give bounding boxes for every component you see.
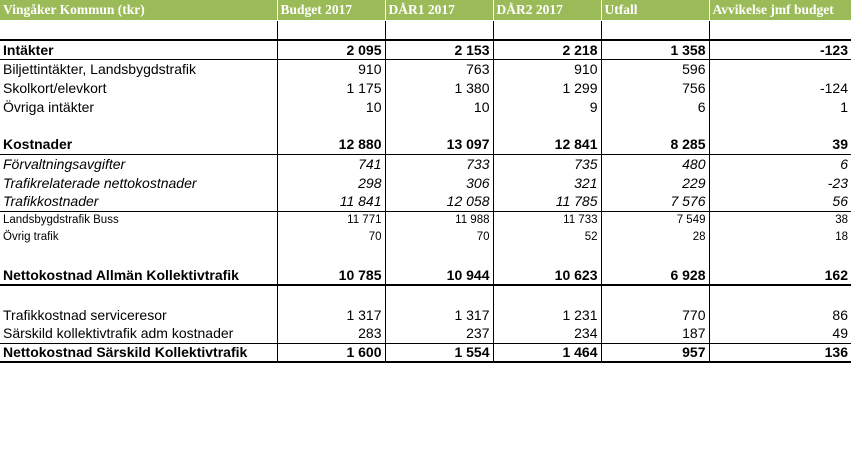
value-cell: 10 — [385, 97, 493, 116]
row-label: Intäkter — [0, 40, 277, 59]
value-cell: 1 464 — [493, 343, 601, 362]
header-cell-utfall: Utfall — [601, 0, 709, 20]
table-row — [0, 228, 851, 245]
value-cell: 1 231 — [493, 305, 601, 324]
value-cell: 237 — [385, 324, 493, 343]
value-cell — [493, 285, 601, 305]
row-label: Trafikrelaterade nettokostnader — [3, 174, 197, 191]
table-row — [0, 305, 851, 324]
value-cell — [709, 116, 851, 135]
row-label: Förvaltningsavgifter — [0, 154, 277, 173]
value-cell — [709, 285, 851, 305]
table-row — [0, 192, 851, 211]
value-cell: -123 — [709, 40, 851, 59]
value-cell — [601, 20, 709, 40]
row-label: Övrig trafik — [3, 230, 59, 243]
value-cell: 13 097 — [385, 135, 493, 154]
value-cell: 321 — [493, 173, 601, 192]
value-cell: 229 — [601, 173, 709, 192]
value-cell: 187 — [601, 324, 709, 343]
header-row — [0, 0, 851, 20]
table-row-kostnader — [0, 135, 851, 154]
value-cell: 2 095 — [277, 40, 385, 59]
value-cell: 735 — [493, 154, 601, 173]
value-cell: 162 — [709, 265, 851, 285]
row-label — [0, 20, 277, 40]
value-cell: 56 — [709, 192, 851, 211]
value-cell: -23 — [709, 173, 851, 192]
value-cell: 234 — [493, 324, 601, 343]
table-row — [0, 245, 851, 265]
value-cell: 10 — [277, 97, 385, 116]
value-cell: 11 771 — [277, 211, 385, 228]
value-cell — [277, 245, 385, 265]
value-cell — [277, 116, 385, 135]
value-cell: 1 554 — [385, 343, 493, 362]
value-cell: 1 175 — [277, 78, 385, 97]
value-cell — [385, 116, 493, 135]
value-cell: 39 — [709, 135, 851, 154]
value-cell: 756 — [601, 78, 709, 97]
value-cell: 10 944 — [385, 265, 493, 285]
value-cell: 1 — [709, 97, 851, 116]
table-row-netto-allman — [0, 265, 851, 285]
value-cell — [601, 245, 709, 265]
value-cell: 8 285 — [601, 135, 709, 154]
table-row — [0, 59, 851, 78]
row-label: Trafikkostnad serviceresor — [3, 306, 167, 323]
value-cell — [709, 245, 851, 265]
value-cell — [277, 285, 385, 305]
value-cell: 1 358 — [601, 40, 709, 59]
value-cell: 2 218 — [493, 40, 601, 59]
value-cell: 11 785 — [493, 192, 601, 211]
value-cell: 733 — [385, 154, 493, 173]
value-cell: -124 — [709, 78, 851, 97]
value-cell: 910 — [493, 59, 601, 78]
value-cell: 11 733 — [493, 211, 601, 228]
row-label: Nettokostnad Allmän Kollektivtrafik — [0, 265, 277, 285]
value-cell — [385, 245, 493, 265]
value-cell: 283 — [277, 324, 385, 343]
row-label: Trafikkostnader — [0, 192, 277, 211]
row-label — [0, 245, 277, 265]
header-cell-title: Vingåker Kommun (tkr) — [0, 0, 277, 20]
value-cell: 11 988 — [385, 211, 493, 228]
value-cell: 6 — [709, 154, 851, 173]
value-cell — [709, 59, 851, 78]
value-cell: 306 — [385, 173, 493, 192]
value-cell: 1 299 — [493, 78, 601, 97]
value-cell: 28 — [601, 228, 709, 245]
table-row — [0, 154, 851, 173]
row-label: Landsbygdstrafik Buss — [3, 213, 119, 226]
value-cell: 596 — [601, 59, 709, 78]
value-cell: 1 317 — [277, 305, 385, 324]
value-cell: 86 — [709, 305, 851, 324]
value-cell: 10 623 — [493, 265, 601, 285]
row-label: Biljettintäkter, Landsbygdstrafik — [0, 59, 277, 78]
value-cell: 2 153 — [385, 40, 493, 59]
value-cell: 12 841 — [493, 135, 601, 154]
table-row — [0, 324, 851, 343]
table-row — [0, 97, 851, 116]
row-label — [0, 116, 277, 135]
value-cell — [601, 116, 709, 135]
row-label: Särskild kollektivtrafik adm kostnader — [0, 324, 277, 343]
table-row — [0, 285, 851, 305]
value-cell: 480 — [601, 154, 709, 173]
value-cell — [709, 20, 851, 40]
table-row — [0, 211, 851, 228]
value-cell: 1 380 — [385, 78, 493, 97]
value-cell — [601, 285, 709, 305]
value-cell — [493, 20, 601, 40]
value-cell: 136 — [709, 343, 851, 362]
row-label: Nettokostnad Särskild Kollektivtrafik — [0, 343, 277, 362]
value-cell: 49 — [709, 324, 851, 343]
value-cell: 957 — [601, 343, 709, 362]
value-cell: 9 — [493, 97, 601, 116]
value-cell: 6 — [601, 97, 709, 116]
value-cell: 18 — [709, 228, 851, 245]
value-cell — [277, 20, 385, 40]
value-cell: 7 576 — [601, 192, 709, 211]
value-cell: 741 — [277, 154, 385, 173]
value-cell: 70 — [385, 228, 493, 245]
table-row-netto-sarskild — [0, 343, 851, 362]
row-label: Övriga intäkter — [3, 98, 95, 115]
header-cell-budget: Budget 2017 — [277, 0, 385, 20]
value-cell — [385, 20, 493, 40]
table-row — [0, 20, 851, 40]
value-cell: 12 058 — [385, 192, 493, 211]
value-cell: 38 — [709, 211, 851, 228]
header-cell-avvikelse: Avvikelse jmf budget — [709, 0, 851, 20]
value-cell — [493, 116, 601, 135]
value-cell: 12 880 — [277, 135, 385, 154]
value-cell: 770 — [601, 305, 709, 324]
value-cell: 910 — [277, 59, 385, 78]
value-cell: 10 785 — [277, 265, 385, 285]
value-cell: 11 841 — [277, 192, 385, 211]
table-row — [0, 78, 851, 97]
table-row — [0, 173, 851, 192]
value-cell: 1 317 — [385, 305, 493, 324]
table-row — [0, 116, 851, 135]
value-cell: 7 549 — [601, 211, 709, 228]
value-cell: 70 — [277, 228, 385, 245]
header-cell-dar2: DÅR2 2017 — [493, 0, 601, 20]
value-cell — [493, 245, 601, 265]
value-cell: 1 600 — [277, 343, 385, 362]
table-row-intakter — [0, 40, 851, 59]
row-label: Kostnader — [3, 136, 73, 153]
row-label — [0, 285, 277, 305]
header-cell-dar1: DÅR1 2017 — [385, 0, 493, 20]
value-cell: 52 — [493, 228, 601, 245]
value-cell: 6 928 — [601, 265, 709, 285]
row-label: Skolkort/elevkort — [3, 79, 107, 96]
value-cell: 763 — [385, 59, 493, 78]
value-cell — [385, 285, 493, 305]
value-cell: 298 — [277, 173, 385, 192]
